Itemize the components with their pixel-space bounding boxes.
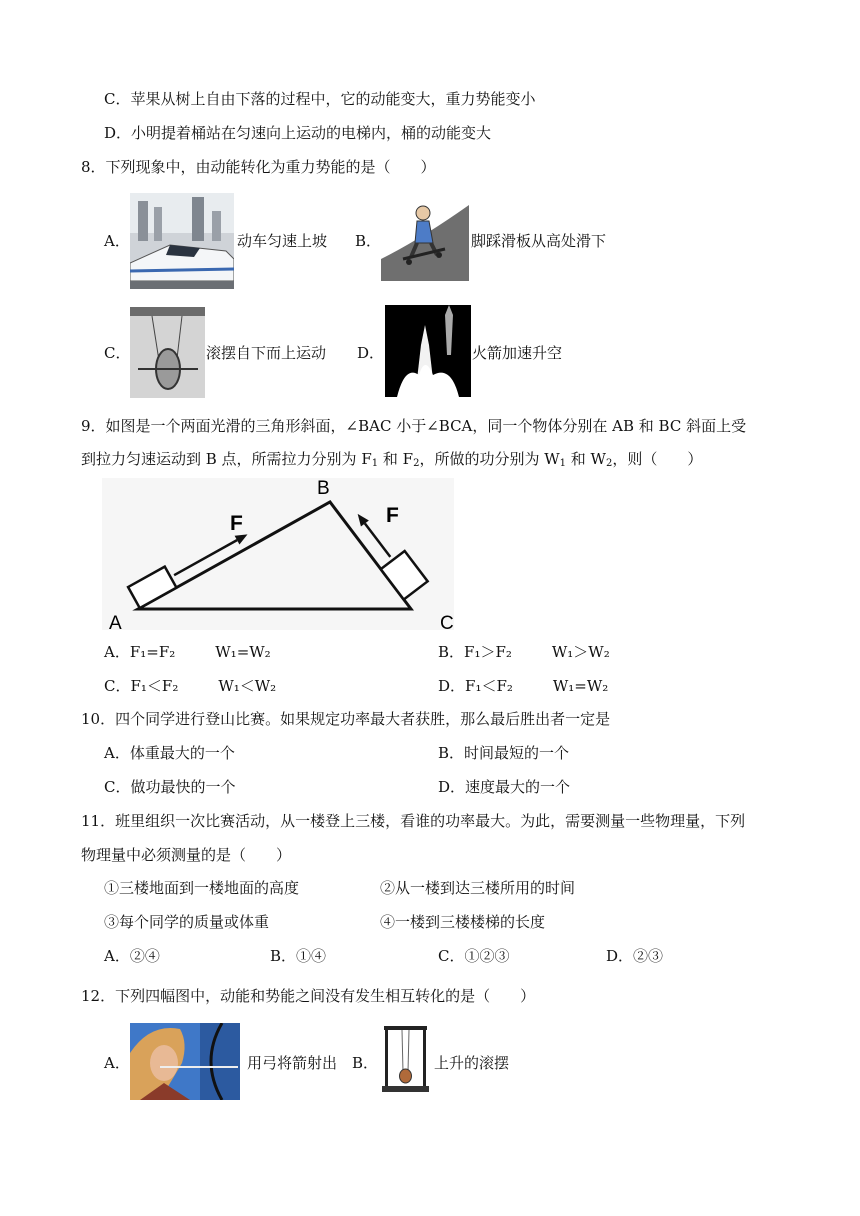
q8-option-b-letter: B．: [355, 232, 382, 250]
q10-stem: 10．四个同学进行登山比赛。如果规定功率最大者获胜，那么最后胜出者一定是: [81, 710, 611, 728]
archer-image: [130, 1023, 240, 1100]
q9-option-b: B．F₁＞F₂ W₁＞W₂: [438, 643, 610, 661]
q10-option-c: C．做功最快的一个: [104, 778, 236, 796]
q11-option-c: C．①②③: [438, 947, 510, 965]
q8-option-d-text: 火箭加速升空: [472, 344, 563, 362]
q8-option-b-text: 脚踩滑板从高处滑下: [471, 232, 607, 250]
bullet-train-image: [130, 193, 234, 289]
q9-option-c: C．F₁＜F₂ W₁＜W₂: [104, 677, 277, 695]
label-a: A: [109, 613, 122, 630]
q10-option-b: B．时间最短的一个: [438, 744, 570, 762]
q11-option-b: B．①④: [270, 947, 327, 965]
q11-stem-line2: 物理量中必须测量的是（ ）: [81, 846, 292, 864]
label-f-right: F: [386, 504, 399, 527]
q8-option-a-text: 动车匀速上坡: [237, 232, 328, 250]
maxwell-wheel-image: [130, 307, 205, 398]
q12-option-b-letter: B．: [352, 1054, 379, 1072]
q10-option-d: D．速度最大的一个: [438, 778, 571, 796]
q8-option-c-text: 滚摆自下而上运动: [206, 344, 327, 362]
q11-item-4: ④一楼到三楼楼梯的长度: [380, 913, 546, 931]
q10-option-a: A．体重最大的一个: [104, 744, 235, 762]
rocket-launch-image: [385, 305, 471, 397]
q9-stem-line1: 9．如图是一个两面光滑的三角形斜面，∠BAC 小于∠BCA，同一个物体分别在 AB 和 BC 斜面上受: [81, 417, 747, 435]
q9-option-a: A．F₁=F₂ W₁=W₂: [104, 643, 271, 661]
q7-option-d: D．小明提着桶站在匀速向上运动的电梯内，桶的动能变大: [104, 124, 492, 142]
skateboard-image: [381, 199, 469, 281]
q11-option-a: A．②④: [104, 947, 160, 965]
q12-option-a-text: 用弓将箭射出: [247, 1054, 338, 1072]
q8-option-c-letter: C．: [104, 344, 131, 362]
q12-stem: 12．下列四幅图中，动能和势能之间没有发生相互转化的是（ ）: [81, 987, 536, 1005]
q9-option-d: D．F₁＜F₂ W₁=W₂: [438, 677, 609, 695]
q8-option-d-letter: D．: [357, 344, 385, 362]
q12-option-a-letter: A．: [104, 1054, 130, 1072]
q8-stem: 8．下列现象中，由动能转化为重力势能的是（ ）: [81, 158, 436, 176]
rolling-pendulum-image: [380, 1024, 431, 1094]
q11-item-2: ②从一楼到达三楼所用的时间: [380, 879, 576, 897]
q7-option-c: C．苹果从树上自由下落的过程中，它的动能变大，重力势能变小: [104, 90, 536, 108]
incline-diagram: [102, 478, 454, 630]
q11-stem-line1: 11．班里组织一次比赛活动，从一楼登上三楼，看谁的功率最大。为此，需要测量一些物理量，下列: [81, 812, 746, 830]
q8-option-a-letter: A．: [104, 232, 130, 250]
q11-item-1: ①三楼地面到一楼地面的高度: [104, 879, 300, 897]
label-f-left: F: [230, 512, 243, 535]
q11-option-d: D．②③: [606, 947, 664, 965]
q12-option-b-text: 上升的滚摆: [434, 1054, 510, 1072]
q9-stem-line2: 到拉力匀速运动到 B 点，所需拉力分别为 $F_1$ 和 $F_2$，所做的功分别为 $W_1$ 和 $W_2$，则（ ）: [81, 450, 703, 469]
label-c: C: [440, 613, 454, 630]
label-b: B: [317, 478, 330, 499]
q11-item-3: ③每个同学的质量或体重: [104, 913, 270, 931]
